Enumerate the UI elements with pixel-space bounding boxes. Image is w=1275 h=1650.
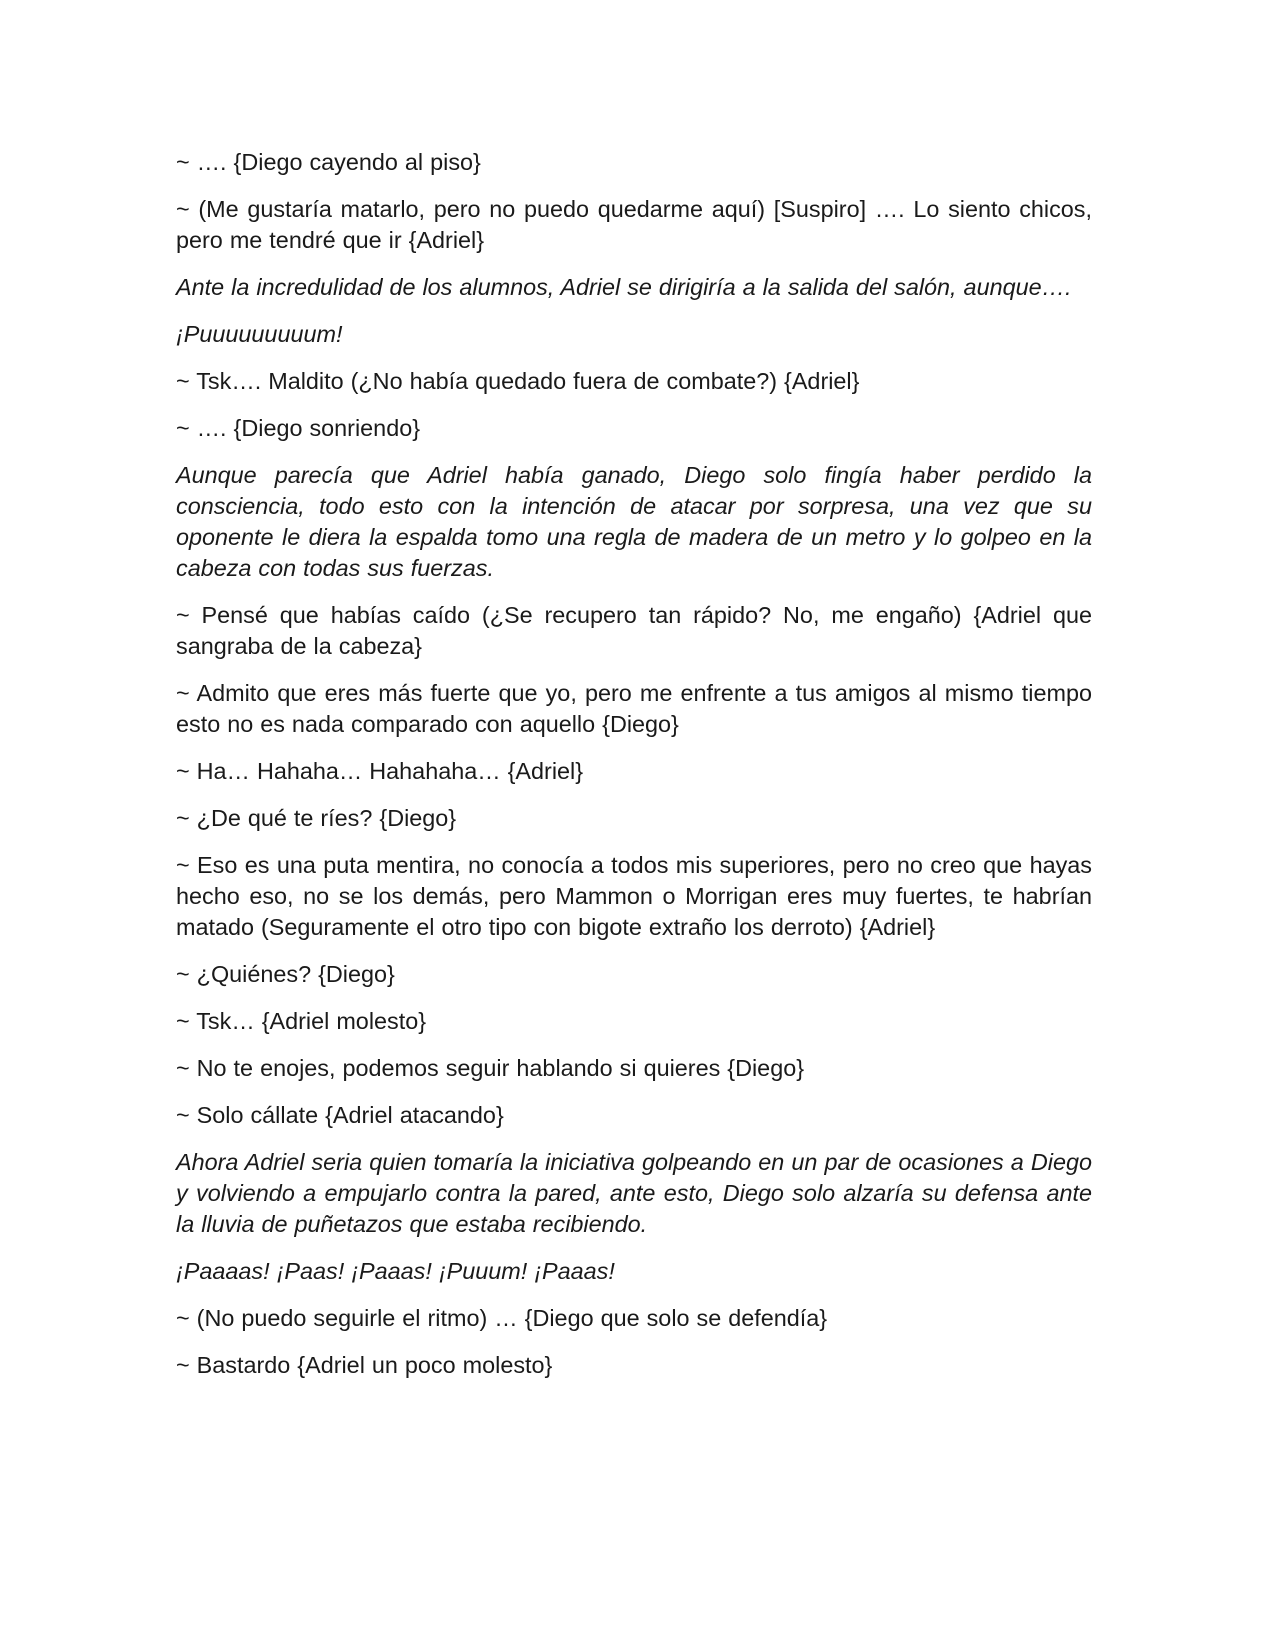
paragraph-dialogue: ~ (No puedo seguirle el ritmo) … {Diego que solo se defendía}	[176, 1305, 828, 1331]
paragraph-dialogue: ~ Tsk… {Adriel molesto}	[176, 1008, 427, 1034]
paragraph-sound-effect: ¡Paaaas! ¡Paas! ¡Paaas! ¡Puuum! ¡Paaas!	[176, 1258, 615, 1284]
paragraph-dialogue: ~ Admito que eres más fuerte que yo, pero me enfrente a tus amigos al mismo tiempo esto no es nada comparado con aquello {Diego}	[176, 680, 1092, 737]
paragraph-narration: Ahora Adriel seria quien tomaría la iniciativa golpeando en un par de ocasiones a Diego y volviendo a empujarlo contra la pared, ante esto, Diego solo alzaría su defensa ante la lluvia de puñetazos que estaba recibiendo.	[176, 1149, 1092, 1237]
paragraph-dialogue: ~ Ha… Hahaha… Hahahaha… {Adriel}	[176, 758, 584, 784]
paragraph-dialogue: ~ Eso es una puta mentira, no conocía a todos mis superiores, pero no creo que hayas hecho eso, no se los demás, pero Mammon o Morrigan eres muy fuertes, te habrían matado (Seguramente el otro tipo con bigote extraño los derroto) {Adriel}	[176, 852, 1092, 940]
paragraph-dialogue: ~ Pensé que habías caído (¿Se recupero tan rápido? No, me engaño) {Adriel que sangraba de la cabeza}	[176, 602, 1092, 659]
paragraph-dialogue: ~ Tsk…. Maldito (¿No había quedado fuera de combate?) {Adriel}	[176, 368, 860, 394]
paragraph-narration: Ante la incredulidad de los alumnos, Adriel se dirigiría a la salida del salón, aunque….	[176, 274, 1072, 300]
paragraph-dialogue: ~ ¿Quiénes? {Diego}	[176, 961, 395, 987]
paragraph-dialogue: ~ ¿De qué te ríes? {Diego}	[176, 805, 457, 831]
paragraph-dialogue: ~ Bastardo {Adriel un poco molesto}	[176, 1352, 553, 1378]
paragraph-dialogue: ~ Solo cállate {Adriel atacando}	[176, 1102, 504, 1128]
paragraph-sound-effect: ¡Puuuuuuuuum!	[176, 321, 343, 347]
document-body	[176, 147, 1092, 1397]
paragraph-dialogue: ~ (Me gustaría matarlo, pero no puedo quedarme aquí) [Suspiro] …. Lo siento chicos, pero me tendré que ir {Adriel}	[176, 196, 1092, 253]
paragraph-dialogue: ~ …. {Diego cayendo al piso}	[176, 149, 481, 175]
paragraph-dialogue: ~ No te enojes, podemos seguir hablando si quieres {Diego}	[176, 1055, 805, 1081]
paragraph-dialogue: ~ …. {Diego sonriendo}	[176, 415, 421, 441]
paragraph-narration: Aunque parecía que Adriel había ganado, Diego solo fingía haber perdido la consciencia, todo esto con la intención de atacar por sorpresa, una vez que su oponente le diera la espalda tomo una regla de madera de un metro y lo golpeo en la cabeza con todas sus fuerzas.	[176, 462, 1092, 581]
